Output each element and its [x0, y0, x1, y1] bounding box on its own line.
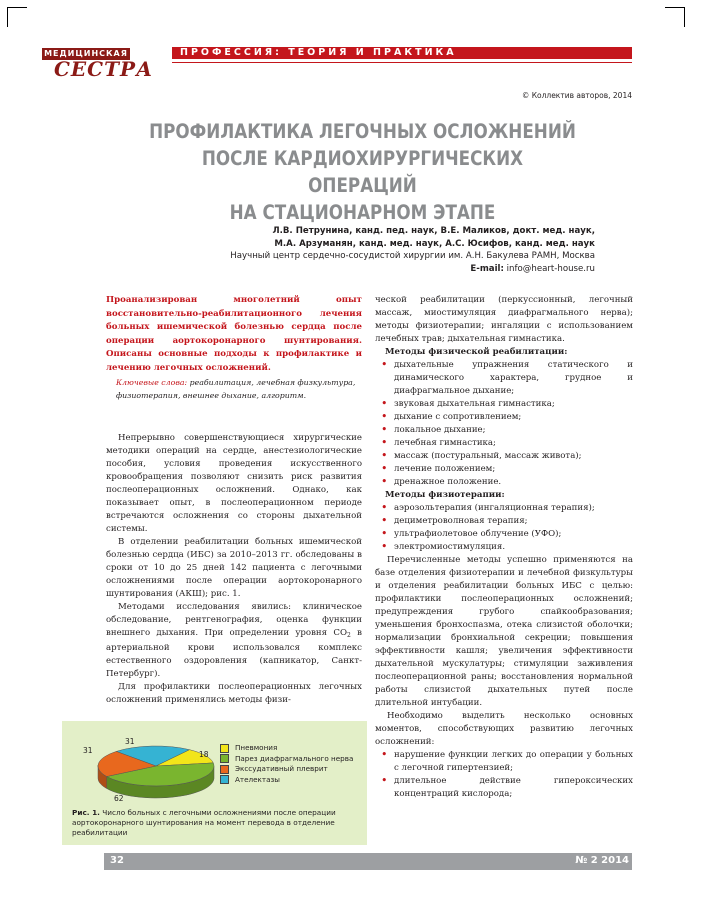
copyright: © Коллектив авторов, 2014 [521, 91, 632, 100]
bullet-list [375, 749, 633, 801]
list-item: • дециметроволновая терапия; [375, 515, 633, 528]
list-item: • лечебная гимнастика; [375, 437, 633, 450]
legend-label: Пневмония [235, 743, 278, 752]
pie-data-label: 62 [114, 794, 124, 803]
logo-top-text: МЕДИЦИНСКАЯ [42, 48, 130, 60]
caption-label: Рис. 1. [72, 808, 100, 817]
article-title [145, 118, 579, 226]
list-item: • звуковая дыхательная гимнастика; [375, 398, 633, 411]
crop-mark [7, 7, 27, 8]
list-item: • лечение положением; [375, 463, 633, 476]
list-item: • дренажное положение. [375, 476, 633, 489]
bullet-list [375, 359, 633, 489]
title-line: НА СТАЦИОНАРНОМ ЭТАПЕ [229, 201, 496, 224]
legend-swatch [220, 754, 229, 763]
left-column [106, 432, 362, 707]
section-header-text: ПРОФЕССИЯ: ТЕОРИЯ И ПРАКТИКА [180, 47, 457, 58]
footer-bar [104, 853, 632, 870]
paragraph: ческой реабилитации (перкуссионный, легочный массаж, миостимуляция диафрагмального нерва); методы физиотерапии; ингаляции с использованием лечебных трав; дыхательная гимнастика. [375, 295, 633, 344]
section-heading: Методы физиотерапии: [385, 490, 505, 500]
caption-text: Число больных с легочными осложнениями после операции аортокоронарного шунтирования на момент перевода в отделение реабилитации [72, 808, 336, 837]
authors-block [140, 225, 595, 275]
issue-number: № 2 2014 [575, 855, 629, 866]
list-item: • массаж (постуральный, массаж живота); [375, 450, 633, 463]
crop-mark [665, 7, 685, 8]
section-heading: Методы физической реабилитации: [385, 347, 568, 357]
email-label: E-mail: [470, 263, 504, 274]
logo-main-text: СЕСТРА [54, 57, 154, 81]
list-item: • локальное дыхание; [375, 424, 633, 437]
chart-legend [220, 743, 353, 785]
crop-mark [7, 7, 8, 27]
legend-label: Экссудативный плеврит [235, 764, 328, 773]
legend-swatch [220, 775, 229, 784]
paragraph: Методами исследования явились: клиническое обследование, рентгенография, оценка функции внешнего дыхания. При определении уровня $CO_2$ в артериальной крови использовался комплекс естественного оздоровления (капникатор, Санкт-Петербург). [106, 602, 362, 679]
paragraph: Непрерывно совершенствующиеся хирургические методики операций на сердце, анестезиологические пособия, условия проведения искусственного кровообращения позволяют снизить риск развития послеоперационных осложнений. Однако, как показывает опыт, в послеоперационном периоде встречаются осложнения со стороны дыхательной системы. [106, 433, 362, 534]
paragraph: Необходимо выделить несколько основных моментов, способствующих развитию легочных осложнений: [375, 711, 633, 747]
list-item: • дыхательные упражнения статического и динамического характера, грудное и диафрагмальное дыхание; [375, 359, 633, 398]
list-item: • электромиостимуляция. [375, 541, 633, 554]
crop-mark [684, 7, 685, 27]
paragraph: Для профилактики послеоперационных легочных осложнений применялись методы физи- [106, 682, 362, 705]
bullet-list [375, 502, 633, 554]
right-column [375, 294, 633, 801]
title-line: ПОСЛЕ КАРДИОХИРУРГИЧЕСКИХ ОПЕРАЦИЙ [201, 147, 524, 197]
email-line [140, 263, 595, 276]
title-line: ПРОФИЛАКТИКА ЛЕГОЧНЫХ ОСЛОЖНЕНИЙ [149, 120, 576, 143]
legend-item [220, 775, 353, 786]
email-link[interactable]: info@heart-house.ru [506, 263, 595, 274]
paragraph: Перечисленные методы успешно применяются на базе отделения физиотерапии и лечебной физкультуры и отделения реабилитации больных ИБС с целью: профилактики послеоперационных осложнений; предупреждения грубого спайкообразования; уменьшения бронхоспазма, отека слизистой оболочки; нормализации бронхиальной секреции; повышения эффективности кашля; увеличения эффективности дыхательной мускулатуры; стимуляции заживления послеоперационной раны; восстановления нормальной работы слизистой дыхательных путей после длительной интубации. [375, 555, 633, 708]
legend-swatch [220, 744, 229, 753]
keywords-text: реабилитация, лечебная физкультура, физиотерапия, внешнее дыхание, алгоритм. [116, 378, 356, 400]
list-item: • ультрафиолетовое облучение (УФО); [375, 528, 633, 541]
list-item: • дыхание с сопротивлением; [375, 411, 633, 424]
pie-data-label: 18 [199, 750, 209, 759]
keywords-label: Ключевые слова: [116, 378, 188, 387]
list-item: • длительное действие гипероксических концентраций кислорода; [375, 775, 633, 801]
abstract: Проанализирован многолетний опыт восстановительно-реабилитационного лечения больных ишемической болезнью сердца после операции аортокоронарного шунтирования. Описаны основные подходы к профилактике и лечению легочных осложнений. [106, 295, 362, 373]
paragraph: В отделении реабилитации больных ишемической болезнью сердца (ИБС) за 2010–2013 гг. обследованы в сроки от 10 до 25 дней 142 пациента с легочными осложнениями после операции аортокоронарного шунтирования (АКШ); рис. 1. [106, 537, 362, 599]
legend-swatch [220, 765, 229, 774]
figure-caption [72, 808, 364, 838]
legend-item [220, 743, 353, 754]
list-item: • аэрозольтерапия (ингаляционная терапия); [375, 502, 633, 515]
affiliation: Научный центр сердечно-сосудистой хирургии им. А.Н. Бакулева РАМН, Москва [230, 251, 595, 261]
authors-line: М.А. Арзуманян, канд. мед. наук, А.С. Юсифов, канд. мед. наук [274, 238, 595, 249]
legend-item [220, 754, 353, 765]
keywords [116, 376, 362, 402]
legend-label: Ателектазы [235, 774, 280, 784]
authors-line: Л.В. Петрунина, канд. пед. наук, В.Е. Маликов, докт. мед. наук, [272, 226, 595, 236]
pie-data-label: 31 [83, 746, 93, 755]
legend-item [220, 764, 353, 775]
journal-logo [36, 44, 154, 84]
pie-chart [74, 730, 234, 810]
page-number: 32 [110, 855, 124, 866]
header-rule [172, 62, 632, 63]
pie-data-label: 31 [125, 737, 135, 746]
list-item: • нарушение функции легких до операции у больных с легочной гипертензией; [375, 749, 633, 775]
legend-label: Парез диафрагмального нерва [235, 753, 354, 763]
